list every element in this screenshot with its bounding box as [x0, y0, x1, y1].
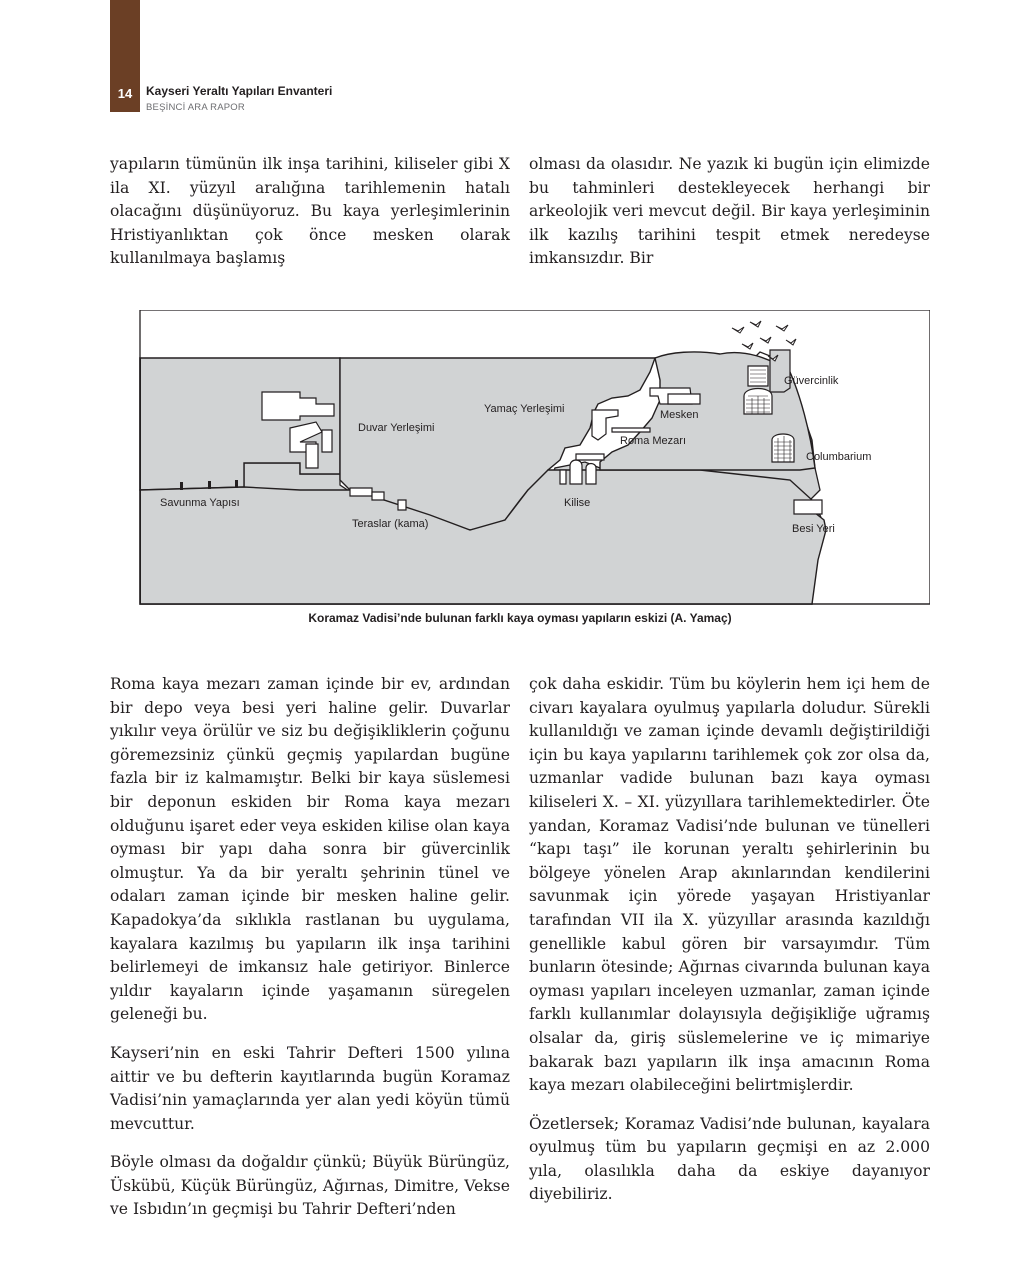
paragraph: Roma kaya mezarı zaman içinde bir ev, ardından bir depo veya besi yeri haline gelir. Duvarlar yıkılır veya örülür ve siz bu değişikliklerin çoğunu göremezsiniz çünkü geçmiş yapılardan bugüne fazla bir iz kalmamıştır. Belki bir kaya süslemesi bir deponun eskiden bir Roma kaya mezarı olduğunu işaret eder veya eskiden kilise olan kaya oyması bir yapı daha sonra bir güvercinlik olmuştur. Ya da bir yeraltı şehrinin tünel ve odaları zaman içinde bir mesken haline gelir. Kapadokya’da sıklıkla rastlanan bu uygulama, kayalara kazılmış bu yapıların ilk inşa tarihini belirlemeyi de imkansız hale getiriyor. Binlerce yıldır kayaların içinde yaşamanın süregelen geleneği bu.	[110, 675, 510, 1024]
rock-body	[140, 352, 826, 604]
paragraph: Böyle olması da doğaldır çünkü; Büyük Bürüngüz, Üskübü, Küçük Bürüngüz, Ağırnas, Dimitre, Vekse ve Isbıdın’ın geçmişi bu Tahrir Defteri’nden	[110, 1153, 510, 1219]
intro-left-column	[110, 153, 510, 286]
label-duvar: Duvar Yerleşimi	[358, 422, 435, 434]
label-columbarium: Columbarium	[806, 451, 872, 463]
intro-right-column	[529, 153, 930, 286]
label-guvercinlik: Güvercinlik	[784, 375, 839, 387]
figure-caption: Koramaz Vadisi’nde bulunan farklı kaya oyması yapıların eskizi (A. Yamaç)	[308, 611, 732, 625]
label-teraslar: Teraslar (kama)	[352, 518, 429, 530]
paragraph: çok daha eskidir. Tüm bu köylerin hem içi hem de civarı kayalara oyulmuş yapılarla doludur. Sürekli kullanıldığı ve zaman içinde devamlı değiştirildiği için bu kaya yapılarını tarihlemek çok zor olsa da, uzmanlar vadide bulunan bazı kaya oyması kiliseleri X. – XI. yüzyıllara tarihlemektedirler. Öte yandan, Koramaz Vadisi’nde bulunan ve tünelleri “kapı taşı” ile korunan yeraltı şehirlerinin bu bölgeye yönelen Arap akınlarından kendilerini savunmak için yörede yaşayan Hristiyanlar tarafından VII ila X. yüzyıllar arasında kazıldığı genellikle kabul gören bir varsayımdır. Tüm bunların ötesinde; Ağırnas civarında bulunan kaya oyması yapıları inceleyen uzmanlar, zaman içinde farklı kullanımlar dolayısıyla değişikliğe uğramış olsalar da, giriş süslemelerine ve iç mimariye bakarak bazı yapıların ilk inşa amacının Roma kaya mezarı olabileceğini belirtmişlerdir.	[529, 675, 930, 1095]
label-savunma: Savunma Yapısı	[160, 497, 240, 509]
valley-sketch	[130, 310, 930, 610]
label-roma: Roma Mezarı	[620, 435, 687, 447]
paragraph: Özetlersek; Koramaz Vadisi’nde bulunan, kayalara oyulmuş tüm bu yapıların geçmişi en az 2.000 yıla, olasılıkla daha da eskiye dayanıyor diyebiliriz.	[529, 1114, 930, 1204]
label-besi: Besi Yeri	[792, 523, 835, 535]
label-mesken: Mesken	[660, 409, 699, 421]
label-kilise: Kilise	[564, 497, 591, 509]
body-right-column	[529, 673, 930, 1222]
valley-sketch-figure	[130, 310, 930, 610]
label-yamac: Yamaç Yerleşimi	[484, 403, 565, 415]
paragraph: yapıların tümünün ilk inşa tarihini, kiliseler gibi X ila XI. yüzyıl aralığına tarihlemenin hatalı olacağını düşünüyoruz. Bu kaya yerleşimlerinin Hristiyanlıktan çok önce mesken olarak kullanılmaya başlamış	[110, 155, 510, 268]
running-subtitle: BEŞİNCİ ARA RAPOR	[146, 102, 245, 113]
paragraph: Kayseri’nin en eski Tahrir Defteri 1500 yılına aittir ve bu defterin kayıtlarında bugün Koramaz Vadisi’nin yamaçlarında yer alan yedi köyün tümü mevcuttur.	[110, 1043, 510, 1133]
page-number: 14	[117, 86, 133, 101]
paragraph: olması da olasıdır. Ne yazık ki bugün için elimizde bu tahminleri destekleyecek herhangi bir arkeolojik veri mevcut değil. Bir kaya yerleşiminin ilk kazılış tarihini tespit etmek neredeyse imkansızdır. Bir	[529, 155, 930, 268]
running-title: Kayseri Yeraltı Yapıları Envanteri	[146, 84, 333, 98]
body-left-column	[110, 673, 510, 1237]
